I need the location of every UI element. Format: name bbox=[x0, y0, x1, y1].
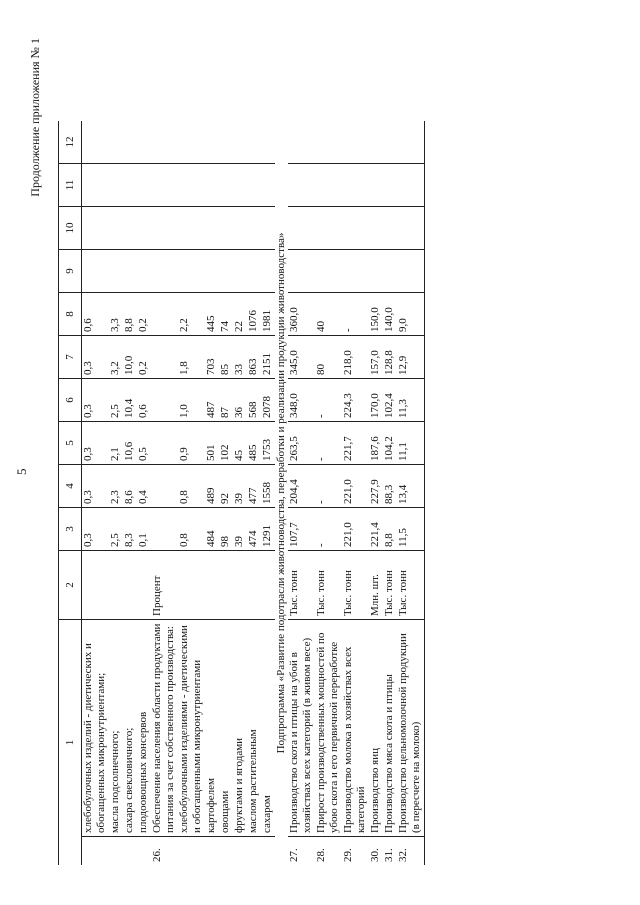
value-cell-col-5: 0,9 bbox=[178, 422, 205, 465]
value-cell-col-10 bbox=[342, 207, 369, 250]
value-cell-col-11 bbox=[261, 164, 275, 207]
value-cell-col-7: 128,8 bbox=[383, 336, 397, 379]
value-cell-col-4: 227,9 bbox=[369, 465, 383, 508]
row-number bbox=[178, 837, 205, 866]
value-cell-col-6: 2,5 bbox=[109, 379, 123, 422]
unit-of-measure bbox=[261, 551, 275, 620]
unit-of-measure: Млн. шт. bbox=[369, 551, 383, 620]
value-cell-col-7: 2151 bbox=[261, 336, 275, 379]
value-cell-col-7: 3,2 bbox=[109, 336, 123, 379]
value-cell-col-10 bbox=[151, 207, 178, 250]
header-col-12: 12 bbox=[59, 121, 82, 164]
unit-of-measure: Процент bbox=[151, 551, 178, 620]
value-cell-col-7: 12,9 bbox=[397, 336, 425, 379]
unit-of-measure: Тыс. тонн bbox=[383, 551, 397, 620]
value-cell-col-10 bbox=[123, 207, 137, 250]
row-number: 26. bbox=[151, 848, 163, 862]
value-cell-col-5: 187,6 bbox=[369, 422, 383, 465]
value-cell-col-10 bbox=[178, 207, 205, 250]
value-cell-col-3 bbox=[151, 508, 178, 551]
value-cell-col-8: 2,2 bbox=[178, 293, 205, 336]
value-cell-col-9 bbox=[151, 250, 178, 293]
value-cell-col-6: 224,3 bbox=[342, 379, 369, 422]
value-cell-col-5: - bbox=[315, 422, 342, 465]
value-cell-col-5: 0,3 bbox=[82, 422, 110, 465]
value-cell-col-7: 157,0 bbox=[369, 336, 383, 379]
value-cell-col-11 bbox=[137, 164, 151, 207]
header-col-9: 9 bbox=[59, 250, 82, 293]
subprogram-title: Подпрограмма «Развитие подотрасли животноводства, переработки и реализации продукции животноводства» bbox=[275, 232, 287, 754]
value-cell-col-4: 8,6 bbox=[123, 465, 137, 508]
value-cell-col-3: 1291 bbox=[261, 508, 275, 551]
value-cell-col-7: 0,2 bbox=[137, 336, 151, 379]
value-cell-col-12 bbox=[151, 121, 178, 164]
value-cell-col-6: 11,3 bbox=[397, 379, 425, 422]
value-cell-col-7: 1,8 bbox=[178, 336, 205, 379]
value-cell-col-4: 2,3 bbox=[109, 465, 123, 508]
value-cell-col-11 bbox=[233, 164, 247, 207]
value-cell-col-7: 345,0 bbox=[288, 336, 315, 379]
row-number: 28. bbox=[315, 848, 327, 862]
value-cell-col-11 bbox=[247, 164, 261, 207]
value-cell-col-4: 92 bbox=[219, 465, 233, 508]
value-cell-col-8: 8,8 bbox=[123, 293, 137, 336]
table-row bbox=[82, 121, 110, 865]
row-number: 30. bbox=[369, 848, 381, 862]
value-cell-col-11 bbox=[82, 164, 110, 207]
value-cell-col-12 bbox=[369, 121, 383, 164]
row-number: 31. bbox=[383, 848, 395, 862]
value-cell-col-10 bbox=[109, 207, 123, 250]
value-cell-col-12 bbox=[261, 121, 275, 164]
value-cell-col-5: 0,5 bbox=[137, 422, 151, 465]
value-cell-col-12 bbox=[123, 121, 137, 164]
value-cell-col-12 bbox=[383, 121, 397, 164]
value-cell-col-9 bbox=[369, 250, 383, 293]
unit-of-measure bbox=[82, 551, 110, 620]
header-col-1: 1 bbox=[59, 620, 82, 866]
table-body bbox=[82, 121, 425, 865]
subprogram-row bbox=[275, 121, 288, 865]
indicator-name: Производство цельномолочной продукции (в пересчете на молоко) bbox=[397, 620, 425, 837]
value-cell-col-11 bbox=[383, 164, 397, 207]
value-cell-col-7: 10,0 bbox=[123, 336, 137, 379]
value-cell-col-8: 40 bbox=[315, 293, 342, 336]
value-cell-col-6: 0,3 bbox=[82, 379, 110, 422]
value-cell-col-8: 0,6 bbox=[82, 293, 110, 336]
table-row bbox=[123, 121, 137, 865]
value-cell-col-12 bbox=[82, 121, 110, 164]
unit-of-measure: Тыс. тонн bbox=[397, 551, 425, 620]
value-cell-col-7: 0,3 bbox=[82, 336, 110, 379]
value-cell-col-5: 104,2 bbox=[383, 422, 397, 465]
table-row bbox=[397, 121, 425, 865]
value-cell-col-10 bbox=[261, 207, 275, 250]
value-cell-col-11 bbox=[205, 164, 219, 207]
value-cell-col-12 bbox=[288, 121, 315, 164]
value-cell-col-4: 0,4 bbox=[137, 465, 151, 508]
unit-of-measure: Тыс. тонн bbox=[315, 551, 342, 620]
value-cell-col-8: 445 bbox=[205, 293, 219, 336]
header-row bbox=[59, 121, 82, 865]
value-cell-col-3: 221,0 bbox=[342, 508, 369, 551]
row-number bbox=[233, 837, 247, 866]
indicator-name: хлебобулочными изделиями - диетическими и обогащенными микронутриентами bbox=[178, 620, 205, 837]
value-cell-col-4: 88,3 bbox=[383, 465, 397, 508]
value-cell-col-3: 98 bbox=[219, 508, 233, 551]
value-cell-col-8: 1981 bbox=[261, 293, 275, 336]
value-cell-col-8: 22 bbox=[233, 293, 247, 336]
value-cell-col-5: 10,6 bbox=[123, 422, 137, 465]
indicator-name: Производство мяса скота и птицы bbox=[383, 620, 397, 837]
unit-of-measure bbox=[178, 551, 205, 620]
value-cell-col-11 bbox=[288, 164, 315, 207]
row-number bbox=[123, 837, 137, 866]
value-cell-col-6 bbox=[151, 379, 178, 422]
value-cell-col-12 bbox=[219, 121, 233, 164]
value-cell-col-11 bbox=[109, 164, 123, 207]
value-cell-col-7: 863 bbox=[247, 336, 261, 379]
unit-of-measure bbox=[233, 551, 247, 620]
indicator-name: масла подсолнечного; bbox=[109, 620, 123, 837]
value-cell-col-8: 74 bbox=[219, 293, 233, 336]
unit-of-measure bbox=[219, 551, 233, 620]
table-row bbox=[261, 121, 275, 865]
value-cell-col-5: 2,1 bbox=[109, 422, 123, 465]
row-number: 32. bbox=[397, 837, 425, 866]
indicator-name: фруктами и ягодами bbox=[233, 620, 247, 837]
value-cell-col-10 bbox=[315, 207, 342, 250]
value-cell-col-4: 204,4 bbox=[288, 465, 315, 508]
value-cell-col-6: - bbox=[315, 379, 342, 422]
value-cell-col-4: 1558 bbox=[261, 465, 275, 508]
value-cell-col-9 bbox=[137, 250, 151, 293]
value-cell-col-11 bbox=[397, 164, 425, 207]
value-cell-col-4: 489 bbox=[205, 465, 219, 508]
value-cell-col-9 bbox=[109, 250, 123, 293]
value-cell-col-12 bbox=[315, 121, 342, 164]
value-cell-col-11 bbox=[151, 164, 178, 207]
value-cell-col-7 bbox=[151, 336, 178, 379]
value-cell-col-9 bbox=[288, 250, 315, 293]
unit-of-measure bbox=[109, 551, 123, 620]
indicator-name: Прирост производственных мощностей по убою скота и его первичной переработке bbox=[315, 620, 342, 837]
row-number: 27. bbox=[288, 848, 300, 862]
table-row bbox=[219, 121, 233, 865]
header-col-10: 10 bbox=[59, 207, 82, 250]
value-cell-col-10 bbox=[205, 207, 219, 250]
table-row bbox=[205, 121, 219, 865]
value-cell-col-12 bbox=[137, 121, 151, 164]
value-cell-col-5 bbox=[151, 422, 178, 465]
value-cell-col-10 bbox=[219, 207, 233, 250]
unit-of-measure bbox=[205, 551, 219, 620]
row-number bbox=[109, 837, 123, 866]
header-col-5: 5 bbox=[59, 422, 82, 465]
value-cell-col-10 bbox=[397, 207, 425, 250]
value-cell-col-4: 221,0 bbox=[342, 465, 369, 508]
value-cell-col-4: 477 bbox=[247, 465, 261, 508]
table-row bbox=[315, 121, 342, 865]
value-cell-col-10 bbox=[383, 207, 397, 250]
value-cell-col-7: 703 bbox=[205, 336, 219, 379]
table-row bbox=[137, 121, 151, 865]
value-cell-col-6: 1,0 bbox=[178, 379, 205, 422]
value-cell-col-3: 0,8 bbox=[178, 508, 205, 551]
value-cell-col-9 bbox=[342, 250, 369, 293]
unit-of-measure: Тыс. тонн bbox=[342, 551, 369, 620]
indicator-name: Производство яиц bbox=[369, 620, 383, 837]
value-cell-col-8: 360,0 bbox=[288, 293, 315, 336]
value-cell-col-5: 45 bbox=[233, 422, 247, 465]
indicator-name: сахаром bbox=[261, 620, 275, 837]
value-cell-col-7: 80 bbox=[315, 336, 342, 379]
indicator-name: Производство молока в хозяйствах всех категорий bbox=[342, 620, 369, 837]
value-cell-col-8: 0,2 bbox=[137, 293, 151, 336]
header-col-8: 8 bbox=[59, 293, 82, 336]
row-number bbox=[137, 837, 151, 866]
value-cell-col-8: 140,0 bbox=[383, 293, 397, 336]
header-col-3: 3 bbox=[59, 508, 82, 551]
value-cell-col-10 bbox=[288, 207, 315, 250]
value-cell-col-6: 36 bbox=[233, 379, 247, 422]
value-cell-col-9 bbox=[233, 250, 247, 293]
value-cell-col-11 bbox=[178, 164, 205, 207]
value-cell-col-10 bbox=[233, 207, 247, 250]
header-col-6: 6 bbox=[59, 379, 82, 422]
value-cell-col-8: - bbox=[342, 293, 369, 336]
value-cell-col-12 bbox=[178, 121, 205, 164]
row-number bbox=[205, 837, 219, 866]
value-cell-col-12 bbox=[342, 121, 369, 164]
value-cell-col-9 bbox=[219, 250, 233, 293]
indicator-name: овощами bbox=[219, 620, 233, 837]
value-cell-col-9 bbox=[205, 250, 219, 293]
table-row bbox=[178, 121, 205, 865]
value-cell-col-6: 0,6 bbox=[137, 379, 151, 422]
indicator-name: Производство скота и птицы на убой в хозяйствах всех категорий (в живом весе) bbox=[288, 620, 315, 837]
value-cell-col-11 bbox=[123, 164, 137, 207]
table-row bbox=[369, 121, 383, 865]
value-cell-col-5: 485 bbox=[247, 422, 261, 465]
page-number: 5 bbox=[14, 468, 29, 475]
value-cell-col-12 bbox=[397, 121, 425, 164]
value-cell-col-9 bbox=[315, 250, 342, 293]
table-row bbox=[288, 121, 315, 865]
value-cell-col-5: 11,1 bbox=[397, 422, 425, 465]
value-cell-col-4: 0,3 bbox=[82, 465, 110, 508]
value-cell-col-3: 39 bbox=[233, 508, 247, 551]
value-cell-col-10 bbox=[82, 207, 110, 250]
table-row bbox=[151, 121, 178, 865]
value-cell-col-7: 218,0 bbox=[342, 336, 369, 379]
indicator-name: картофелем bbox=[205, 620, 219, 837]
value-cell-col-9 bbox=[397, 250, 425, 293]
value-cell-col-4 bbox=[151, 465, 178, 508]
value-cell-col-7: 85 bbox=[219, 336, 233, 379]
value-cell-col-6: 568 bbox=[247, 379, 261, 422]
value-cell-col-8: 1076 bbox=[247, 293, 261, 336]
value-cell-col-6: 10,4 bbox=[123, 379, 137, 422]
value-cell-col-11 bbox=[219, 164, 233, 207]
value-cell-col-11 bbox=[342, 164, 369, 207]
value-cell-col-3: 2,5 bbox=[109, 508, 123, 551]
value-cell-col-5: 263,5 bbox=[288, 422, 315, 465]
value-cell-col-8: 3,3 bbox=[109, 293, 123, 336]
value-cell-col-3: 8,3 bbox=[123, 508, 137, 551]
row-number bbox=[82, 837, 110, 866]
value-cell-col-9 bbox=[123, 250, 137, 293]
value-cell-col-11 bbox=[369, 164, 383, 207]
value-cell-col-3: - bbox=[315, 508, 342, 551]
row-number bbox=[261, 837, 275, 866]
value-cell-col-9 bbox=[82, 250, 110, 293]
value-cell-col-11 bbox=[315, 164, 342, 207]
table-row bbox=[233, 121, 247, 865]
value-cell-col-3: 0,3 bbox=[82, 508, 110, 551]
continuation-caption: Продолжение приложения № 1 bbox=[28, 38, 42, 197]
value-cell-col-7: 33 bbox=[233, 336, 247, 379]
value-cell-col-10 bbox=[369, 207, 383, 250]
value-cell-col-3: 0,1 bbox=[137, 508, 151, 551]
value-cell-col-10 bbox=[247, 207, 261, 250]
unit-of-measure bbox=[247, 551, 261, 620]
header-col-7: 7 bbox=[59, 336, 82, 379]
value-cell-col-5: 501 bbox=[205, 422, 219, 465]
row-number bbox=[219, 837, 233, 866]
value-cell-col-3: 221,4 bbox=[369, 508, 383, 551]
value-cell-col-3: 8,8 bbox=[383, 508, 397, 551]
header-col-2: 2 bbox=[59, 551, 82, 620]
indicator-name: маслом растительным bbox=[247, 620, 261, 837]
indicator-name: плодоовощных консервов bbox=[137, 620, 151, 837]
value-cell-col-8 bbox=[151, 293, 178, 336]
table-row bbox=[109, 121, 123, 865]
value-cell-col-3: 11,5 bbox=[397, 508, 425, 551]
value-cell-col-6: 2078 bbox=[261, 379, 275, 422]
row-number: 29. bbox=[342, 848, 354, 862]
value-cell-col-6: 348,0 bbox=[288, 379, 315, 422]
value-cell-col-8: 150,0 bbox=[369, 293, 383, 336]
value-cell-col-8: 9,0 bbox=[397, 293, 425, 336]
value-cell-col-4: 0,8 bbox=[178, 465, 205, 508]
value-cell-col-12 bbox=[247, 121, 261, 164]
value-cell-col-10 bbox=[137, 207, 151, 250]
unit-of-measure bbox=[137, 551, 151, 620]
value-cell-col-4: 39 bbox=[233, 465, 247, 508]
header-col-11: 11 bbox=[59, 164, 82, 207]
value-cell-col-3: 484 bbox=[205, 508, 219, 551]
value-cell-col-9 bbox=[383, 250, 397, 293]
header-col-4: 4 bbox=[59, 465, 82, 508]
value-cell-col-12 bbox=[205, 121, 219, 164]
value-cell-col-12 bbox=[109, 121, 123, 164]
unit-of-measure bbox=[123, 551, 137, 620]
table-row bbox=[247, 121, 261, 865]
value-cell-col-9 bbox=[178, 250, 205, 293]
value-cell-col-3: 107,7 bbox=[288, 508, 315, 551]
value-cell-col-6: 102,4 bbox=[383, 379, 397, 422]
table-row bbox=[342, 121, 369, 865]
value-cell-col-12 bbox=[233, 121, 247, 164]
indicator-name: Обеспечение населения области продуктами питания за счет собственного производства: bbox=[151, 620, 178, 837]
value-cell-col-4: 13,4 bbox=[397, 465, 425, 508]
value-cell-col-6: 487 bbox=[205, 379, 219, 422]
unit-of-measure: Тыс. тонн bbox=[288, 551, 315, 620]
value-cell-col-6: 87 bbox=[219, 379, 233, 422]
value-cell-col-9 bbox=[247, 250, 261, 293]
value-cell-col-9 bbox=[261, 250, 275, 293]
indicators-table bbox=[58, 121, 425, 865]
row-number bbox=[247, 837, 261, 866]
value-cell-col-4: - bbox=[315, 465, 342, 508]
value-cell-col-5: 102 bbox=[219, 422, 233, 465]
value-cell-col-6: 170,0 bbox=[369, 379, 383, 422]
value-cell-col-3: 474 bbox=[247, 508, 261, 551]
indicator-name: хлебобулочных изделий - диетических и обогащенных микронутриентами; bbox=[82, 620, 110, 837]
indicator-name: сахара свекловичного; bbox=[123, 620, 137, 837]
table-row bbox=[383, 121, 397, 865]
value-cell-col-5: 221,7 bbox=[342, 422, 369, 465]
value-cell-col-5: 1753 bbox=[261, 422, 275, 465]
